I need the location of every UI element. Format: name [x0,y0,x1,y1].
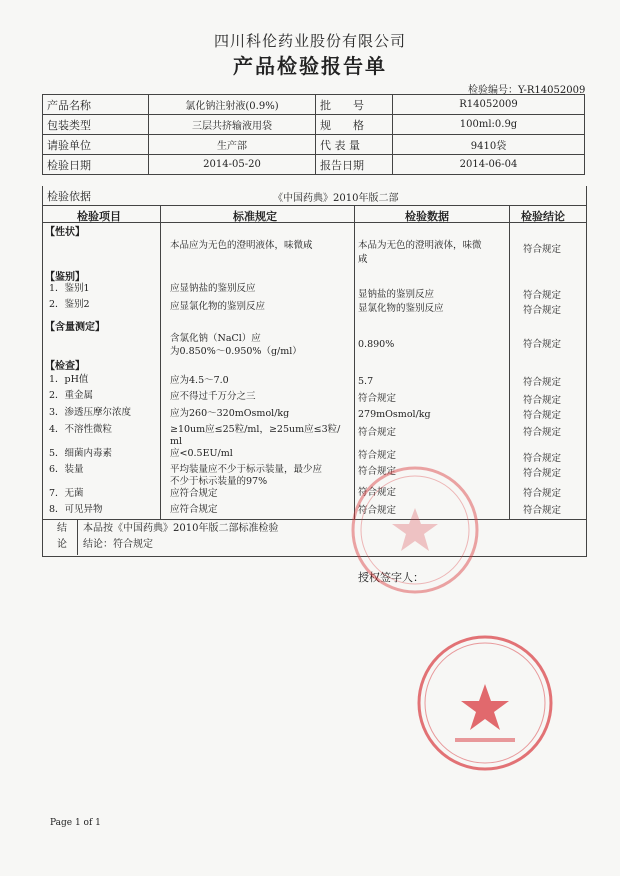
section-tests: 【检查】 [45,361,85,372]
data-cell: 本品为无色的澄明液体，味微 [358,240,482,251]
info-label: 请验单位 [43,135,149,155]
conclusion-label: 结 [57,523,67,534]
result-cell: 符合规定 [523,488,562,499]
info-label: 检验日期 [43,155,149,175]
standard-cell: 本品应为无色的澄明液体，味微咸 [170,240,313,251]
conclusion-text: 本品按《中国药典》2010年版二部标准检验 [83,523,279,534]
column-divider [160,205,161,519]
result-cell: 符合规定 [523,505,562,516]
section-identification: 【鉴别】 [45,272,85,283]
info-value: R14052009 [393,95,585,115]
data-cell: 显钠盐的鉴别反应 [358,289,435,300]
data-cell: 符合规定 [358,450,397,461]
info-value: 生产部 [149,135,316,155]
info-value: 2014-06-04 [393,155,585,175]
data-cell: 279mOsmol/kg [358,409,431,420]
item-cell: 6．装量 [49,464,84,475]
col-header-result: 检验结论 [521,210,565,223]
company-name: 四川科伦药业股份有限公司 [213,32,406,50]
conclusion-divider [77,519,78,555]
result-cell: 符合规定 [523,244,562,255]
standard-cell: 为0.850%～0.950%（g/ml） [170,346,302,357]
result-cell: 符合规定 [523,305,562,316]
standard-cell: 应显钠盐的鉴别反应 [170,283,256,294]
data-cell: 咸 [358,254,368,265]
item-cell: 5．细菌内毒素 [49,448,113,459]
company-seal [410,628,560,778]
info-label: 规 格 [316,115,393,135]
data-cell: 显氯化物的鉴别反应 [358,303,444,314]
col-header-item: 检验项目 [77,210,121,223]
standard-cell: 平均装量应不少于标示装量，最少应 [170,464,323,475]
data-cell: 符合规定 [358,393,397,404]
page-number: Page 1 of 1 [50,818,101,828]
conclusion-label: 论 [57,539,67,550]
data-cell: 符合规定 [358,466,397,477]
info-value: 三层共挤输液用袋 [149,115,316,135]
section-character: 【性状】 [45,227,85,238]
report-title: 产品检验报告单 [233,54,387,78]
item-cell: 3．渗透压摩尔浓度 [49,407,132,418]
info-label: 报告日期 [316,155,393,175]
standard-cell: 应符合规定 [170,504,218,515]
report-number: 检验编号：Y-R14052009 [468,85,586,96]
result-cell: 符合规定 [523,395,562,406]
basis-row [42,186,587,206]
info-table [42,94,585,175]
result-cell: 符合规定 [523,377,562,388]
info-row [43,135,585,155]
result-cell: 符合规定 [523,427,562,438]
results-table [42,205,587,557]
result-cell: 符合规定 [523,339,562,350]
signature-label: 授权签字人： [358,571,424,584]
info-label: 批 号 [316,95,393,115]
col-header-data: 检验数据 [405,210,449,223]
standard-cell: 应不得过千万分之三 [170,391,256,402]
data-cell: 0.890% [358,339,395,350]
item-cell: 1．pH值 [49,374,89,385]
data-cell: 符合规定 [358,505,397,516]
standard-cell: 不少于标示装量的97% [170,476,268,487]
data-cell: 符合规定 [358,487,397,498]
conclusion-divider [43,519,586,520]
info-value: 100ml:0.9g [393,115,585,135]
info-label: 包装类型 [43,115,149,135]
standard-cell: 应显氯化物的鉴别反应 [170,301,266,312]
info-label: 产品名称 [43,95,149,115]
basis-value: 《中国药典》2010年版二部 [273,193,399,204]
standard-cell: 应<0.5EU/ml [170,448,233,459]
item-cell: 1．鉴别1 [49,283,90,294]
data-cell: 5.7 [358,376,374,387]
standard-cell: ≥10um应≤25粒/ml，≥25um应≤3粒/ [170,424,341,435]
item-cell: 2．重金属 [49,390,94,401]
result-cell: 符合规定 [523,290,562,301]
data-cell: 符合规定 [358,427,397,438]
result-cell: 符合规定 [523,468,562,479]
basis-label: 检验依据 [47,190,91,203]
item-cell: 2．鉴别2 [49,299,90,310]
col-header-standard: 标准规定 [233,210,277,223]
info-value: 氯化钠注射液(0.9%) [149,95,316,115]
column-divider [509,205,510,519]
item-cell: 8．可见异物 [49,504,103,515]
standard-cell: ml [170,436,183,447]
section-assay: 【含量测定】 [45,322,105,333]
info-row [43,95,585,115]
info-value: 2014-05-20 [149,155,316,175]
info-row [43,155,585,175]
info-row [43,115,585,135]
inspection-stamp [345,460,485,600]
standard-cell: 应为260～320mOsmol/kg [170,408,290,419]
conclusion-result: 结论：符合规定 [83,539,153,550]
result-cell: 符合规定 [523,453,562,464]
standard-cell: 应为4.5～7.0 [170,375,229,386]
result-cell: 符合规定 [523,410,562,421]
item-cell: 7．无菌 [49,488,84,499]
standard-cell: 含氯化钠（NaCl）应 [170,333,261,344]
info-label: 代 表 量 [316,135,393,155]
item-cell: 4．不溶性微粒 [49,424,113,435]
standard-cell: 应符合规定 [170,488,218,499]
info-value: 9410袋 [393,135,585,155]
header-divider [43,222,586,223]
